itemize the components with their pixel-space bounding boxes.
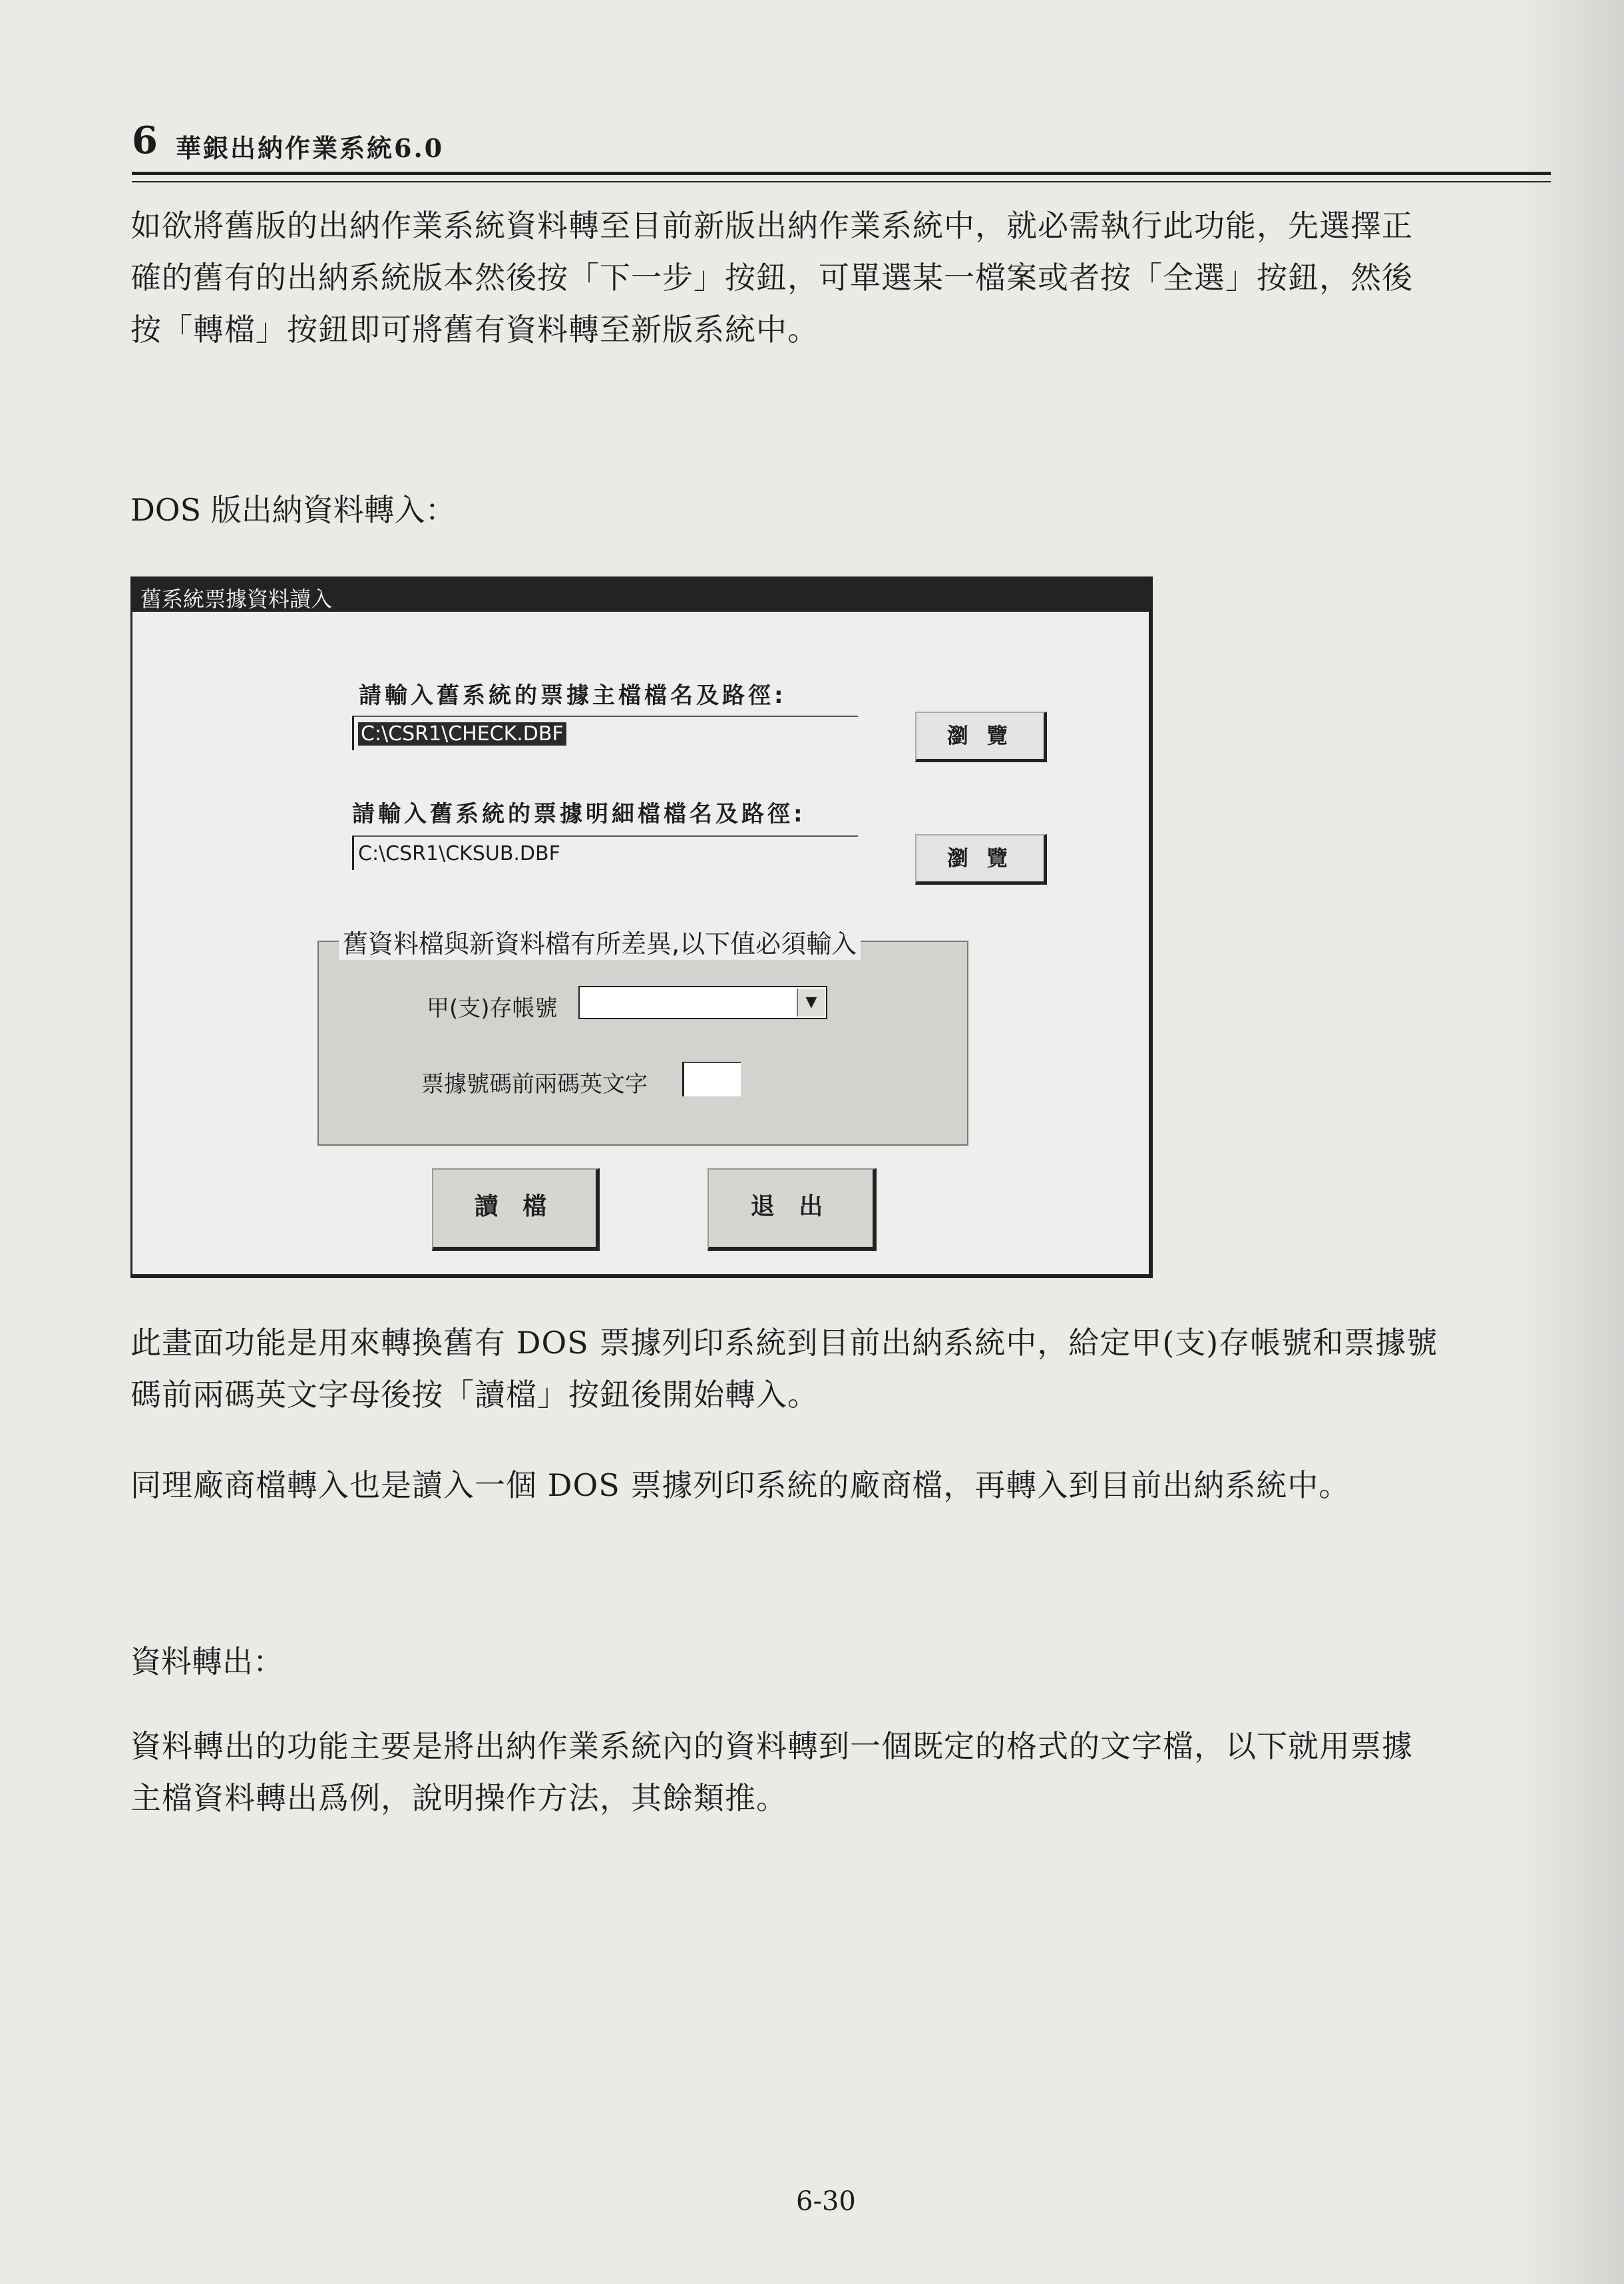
book-title: 華銀出納作業系統6.0 xyxy=(176,133,445,163)
dialog-title: 舊系統票據資料讀入 xyxy=(140,586,333,612)
required-values-group xyxy=(317,929,968,1146)
browse-detail-button[interactable]: 瀏 覽 xyxy=(915,834,1047,885)
text-line: 此畫面功能是用來轉換舊有 DOS 票據列印系統到目前出納系統中，給定甲(支)存帳號和票據號 xyxy=(130,1325,1438,1361)
page-number: 6-30 xyxy=(796,2186,856,2217)
text-line: 資料轉出的功能主要是將出納作業系統內的資料轉到一個既定的格式的文字檔，以下就用票據 xyxy=(130,1728,1413,1764)
header-rule-thin xyxy=(132,181,1551,182)
legacy-import-dialog xyxy=(130,576,1153,1278)
account-label: 甲(支)存帳號 xyxy=(427,995,558,1022)
prefix-input[interactable] xyxy=(682,1062,741,1096)
master-file-label: 請輸入舊系統的票據主檔檔名及路徑: xyxy=(359,682,787,709)
master-path-value: C:\CSR1\CHECK.DBF xyxy=(358,722,566,746)
account-select[interactable] xyxy=(578,986,827,1019)
exit-button[interactable]: 退 出 xyxy=(708,1168,877,1251)
group-title: 舊資料檔與新資料檔有所差異,以下值必須輸入 xyxy=(339,923,861,960)
text-line: 確的舊有的出納系統版本然後按「下一步」按鈕，可單選某一檔案或者按「全選」按鈕，然後 xyxy=(130,260,1413,296)
detail-path-value: C:\CSR1\CKSUB.DBF xyxy=(358,842,560,865)
section-heading-export: 資料轉出： xyxy=(130,1644,284,1680)
detail-path-input[interactable] xyxy=(352,835,858,870)
dropdown-arrow-icon[interactable]: ▼ xyxy=(797,989,825,1017)
section-heading-dos-import: DOS 版出納資料轉入： xyxy=(130,492,456,528)
detail-file-label: 請輸入舊系統的票據明細檔檔名及路徑: xyxy=(352,801,806,827)
text-line: 主檔資料轉出爲例，說明操作方法，其餘類推。 xyxy=(130,1780,787,1816)
text-line: 如欲將舊版的出納作業系統資料轉至目前新版出納作業系統中，就必需執行此功能，先選擇正 xyxy=(130,208,1413,244)
intro-paragraph xyxy=(130,200,1552,355)
header-rule-thick xyxy=(132,172,1551,175)
chapter-number: 6 xyxy=(132,118,158,162)
dialog-titlebar xyxy=(132,578,1149,612)
master-path-input[interactable] xyxy=(352,716,858,750)
text-line: 碼前兩碼英文字母後按「讀檔」按鈕後開始轉入。 xyxy=(130,1377,819,1413)
text-line: 按「轉檔」按鈕即可將舊有資料轉至新版系統中。 xyxy=(130,312,819,347)
vendor-import-description: 同理廠商檔轉入也是讀入一個 DOS 票據列印系統的廠商檔，再轉入到目前出納系統中。 xyxy=(130,1467,1350,1503)
prefix-label: 票據號碼前兩碼英文字 xyxy=(421,1071,648,1098)
browse-master-button[interactable]: 瀏 覽 xyxy=(915,712,1047,762)
dos-import-description xyxy=(130,1317,1552,1421)
export-description xyxy=(130,1720,1552,1824)
read-file-button[interactable]: 讀 檔 xyxy=(432,1168,600,1251)
